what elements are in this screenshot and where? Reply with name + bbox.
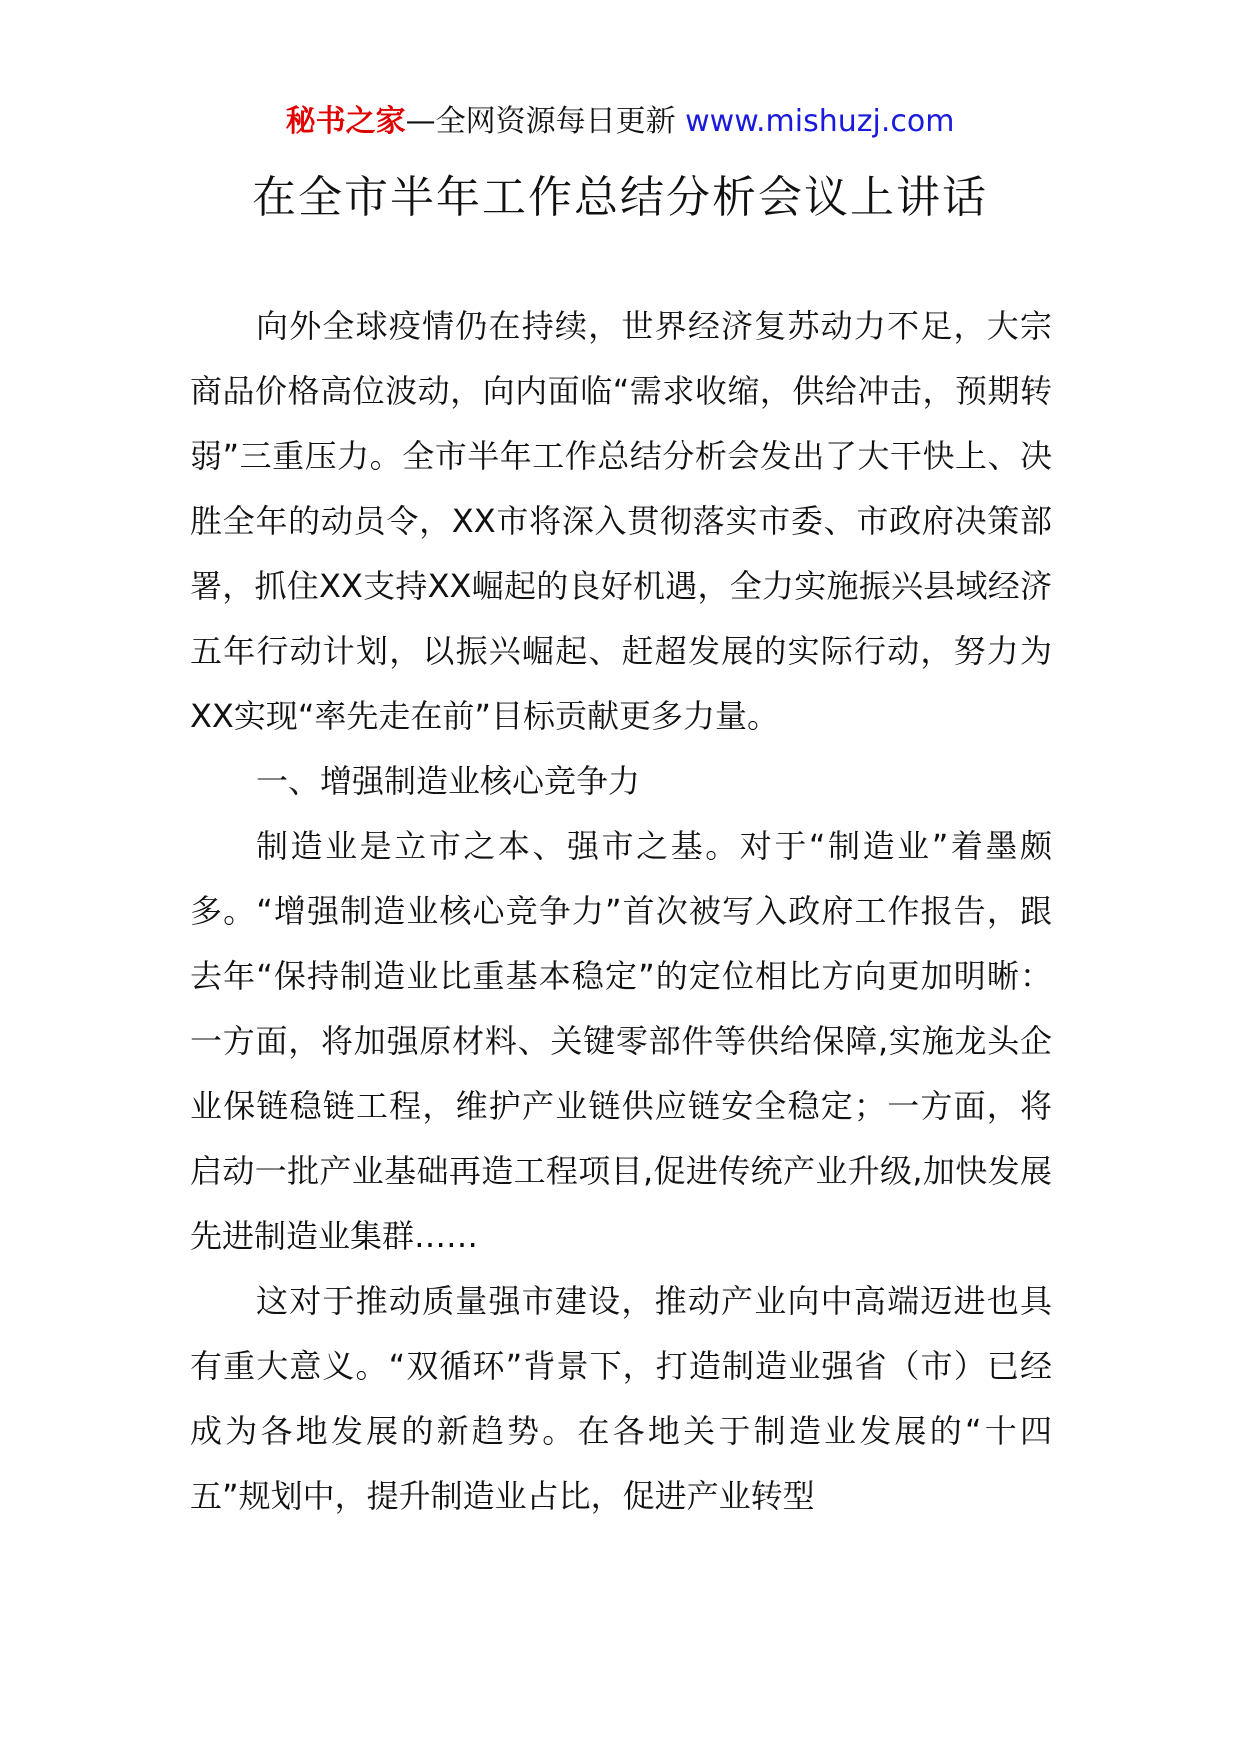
site-header <box>0 100 1240 144</box>
paragraph-intro: 向外全球疫情仍在持续，世界经济复苏动力不足，大宗商品价格高位波动，向内面临“需求收缩，供给冲击，预期转弱”三重压力。全市半年工作总结分析会发出了大干快上、决胜全年的动员令，XX市将深入贯彻落实市委、市政府决策部署，抓住XX支持XX崛起的良好机遇，全力实施振兴县域经济五年行动计划，以振兴崛起、赶超发展的实际行动，努力为XX实现“率先走在前”目标贡献更多力量。 <box>190 307 1052 735</box>
document-title: 在全市半年工作总结分析会议上讲话 <box>252 172 988 223</box>
paragraph-significance: 这对于推动质量强市建设，推动产业向中高端迈进也具有重大意义。“双循环”背景下，打造制造业强省（市）已经成为各地发展的新趋势。在各地关于制造业发展的“十四五”规划中，提升制造业占比，促进产业转型 <box>190 1282 1052 1515</box>
section-heading: 一、增强制造业核心竞争力 <box>256 762 641 800</box>
site-url-link[interactable]: www.mishuzj.com <box>685 104 955 139</box>
header-tagline: —全网资源每日更新 <box>405 104 686 139</box>
paragraph-manufacturing: 制造业是立市之本、强市之基。对于“制造业”着墨颇多。“增强制造业核心竞争力”首次被写入政府工作报告，跟去年“保持制造业比重基本稳定”的定位相比方向更加明晰：一方面，将加强原材料、关键零部件等供给保障,实施龙头企业保链稳链工程，维护产业链供应链安全稳定；一方面，将启动一批产业基础再造工程项目,促进传统产业升级,加快发展先进制造业集群…… <box>190 827 1052 1255</box>
brand-name: 秘书之家 <box>285 104 406 139</box>
document-body <box>190 294 1052 1529</box>
